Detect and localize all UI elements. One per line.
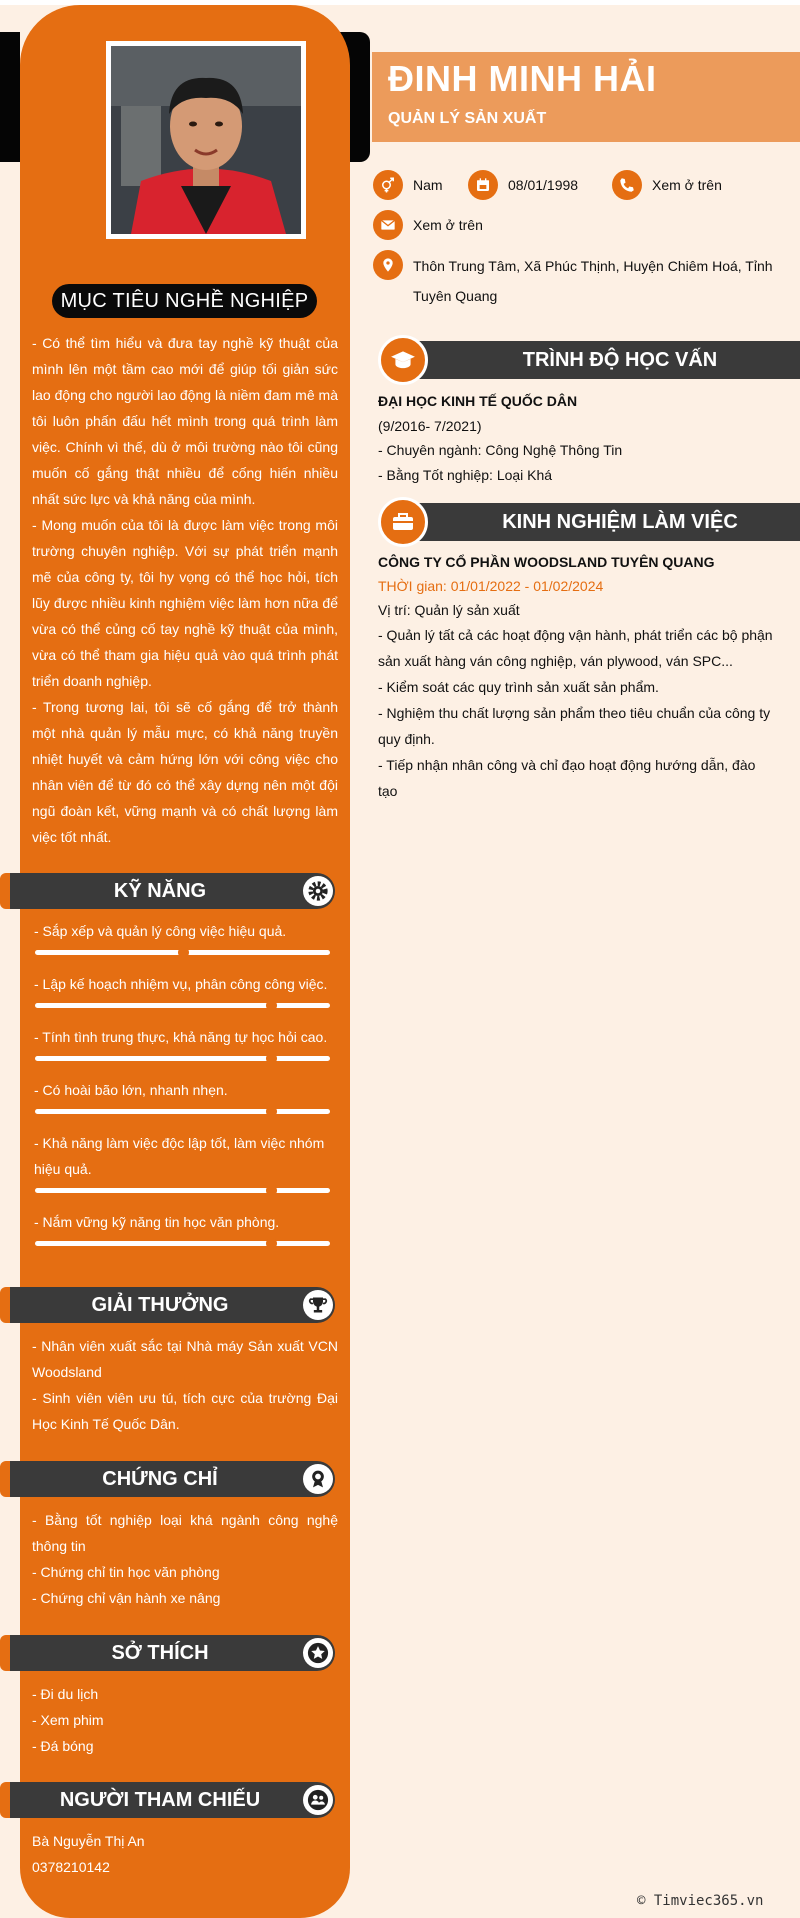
skill-item: - Nắm vững kỹ năng tin học văn phòng. <box>34 1214 280 1230</box>
skill-bar <box>35 1056 330 1061</box>
duty-item: - Nghiệm thu chất lượng sản phẩm theo tiêu chuẩn của công ty quy định. <box>378 705 771 747</box>
skill-bar <box>35 1188 330 1193</box>
skill-level-knob <box>178 947 189 958</box>
skill-level-knob <box>266 1053 277 1064</box>
email-icon <box>373 210 403 240</box>
duty-item: - Tiếp nhận nhân công và chỉ đạo hoạt động hướng dẫn, đào tạo <box>378 757 756 799</box>
references-list <box>32 1828 338 1880</box>
experience-period: THỜI gian: 01/01/2022 - 01/02/2024 <box>378 578 604 594</box>
profile-photo-image <box>111 46 301 234</box>
certificates-heading: CHỨNG CHỈ <box>102 1468 218 1490</box>
profile-photo <box>106 41 306 239</box>
job-title: QUẢN LÝ SẢN XUẤT <box>388 110 547 127</box>
award-item: - Sinh viên viên ưu tú, tích cực của trường Đại Học Kinh Tế Quốc Dân. <box>32 1390 338 1432</box>
certificates-heading-bar <box>10 1461 335 1497</box>
objective-paragraph: - Mong muốn của tôi là được làm việc trong môi trường chuyên nghiệp. Với sự phát triển mạnh mẽ của công ty, tôi hy vọng có thể học hỏi, tích lũy được nhiều kinh nghiệm việc làm hơn nữa để vừa có thể củng cố tay nghề kỹ thuật của mình, vừa có thể tham gia hiệu quả vào quá trình phát triển doanh nghiệp. <box>32 517 338 689</box>
certificate-item: - Bằng tốt nghiệp loại khá ngành công nghệ thông tin <box>32 1512 338 1554</box>
certificate-item: - Chứng chỉ tin học văn phòng <box>32 1564 220 1580</box>
footer-credit: © Timviec365.vn <box>637 1893 764 1909</box>
objective-text <box>32 330 338 850</box>
phone-value: Xem ở trên <box>652 177 722 193</box>
experience-heading-bar <box>410 503 800 541</box>
location-icon <box>373 250 403 280</box>
education-major: - Chuyên ngành: Công Nghệ Thông Tin <box>378 442 623 458</box>
certificates-list <box>32 1507 338 1611</box>
decor-bar-left <box>0 32 20 162</box>
skill-level-knob <box>266 1106 277 1117</box>
experience-position: Vị trí: Quản lý sản xuất <box>378 602 520 618</box>
objective-heading: MỤC TIÊU NGHỀ NGHIỆP <box>52 284 317 318</box>
skill-bar <box>35 1109 330 1114</box>
duty-item: - Quản lý tất cả các hoạt động vận hành, phát triển các bộ phận sản xuất hàng ván công nghiệp, ván plywood, ván SPC... <box>378 627 773 669</box>
skill-bar <box>35 950 330 955</box>
hobbies-heading: SỞ THÍCH <box>111 1642 209 1664</box>
full-name: ĐINH MINH HẢI <box>388 58 657 99</box>
skill-bar <box>35 1241 330 1246</box>
awards-heading: GIẢI THƯỞNG <box>91 1294 229 1316</box>
email-value: Xem ở trên <box>413 217 483 233</box>
education-period: (9/2016- 7/2021) <box>378 417 482 434</box>
hobby-item: - Đi du lịch <box>32 1686 99 1702</box>
awards-list <box>32 1333 338 1437</box>
education-heading-bar <box>410 341 800 379</box>
duty-item: - Kiểm soát các quy trình sản xuất sản phẩm. <box>378 679 659 695</box>
graduation-cap-icon <box>378 335 428 385</box>
skill-level-knob <box>266 1238 277 1249</box>
education-details <box>378 389 778 487</box>
gear-icon <box>303 876 333 906</box>
people-icon <box>303 1785 333 1815</box>
award-item: - Nhân viên xuất sắc tại Nhà máy Sản xuất VCN Woodsland <box>32 1338 338 1380</box>
education-degree: - Bằng Tốt nghiệp: Loại Khá <box>378 466 553 483</box>
gender-icon <box>373 170 403 200</box>
briefcase-icon <box>378 497 428 547</box>
hobbies-list <box>32 1681 338 1759</box>
medal-icon <box>303 1464 333 1494</box>
skills-heading-bar <box>10 873 335 909</box>
education-heading: TRÌNH ĐỘ HỌC VẤN <box>522 349 718 371</box>
hobby-item: - Đá bóng <box>32 1738 94 1754</box>
skill-bar <box>35 1003 330 1008</box>
skill-item: - Khả năng làm việc độc lập tốt, làm việc nhóm hiệu quả. <box>34 1135 325 1177</box>
references-heading-bar <box>10 1782 335 1818</box>
certificate-item: - Chứng chỉ vận hành xe nâng <box>32 1590 221 1606</box>
skills-heading: KỸ NĂNG <box>113 880 207 902</box>
awards-heading-bar <box>10 1287 335 1323</box>
birthdate-value: 08/01/1998 <box>508 177 579 193</box>
objective-paragraph: - Có thể tìm hiểu và đưa tay nghề kỹ thuật của mình lên một tầm cao mới để giúp tối giản sức lao động cho người lao động là niềm đam mê mà tôi luôn phấn đấu hết mình trong quá trình làm việc. Chính vì thế, dù ở môi trường nào tôi cũng muốn cố gắng thật nhiều để cống hiến nhiều nhất sức lực và khả năng của mình. <box>32 335 338 507</box>
reference-phone: 0378210142 <box>32 1859 110 1875</box>
hobbies-heading-bar <box>10 1635 335 1671</box>
company-name: CÔNG TY CỔ PHẦN WOODSLAND TUYÊN QUANG <box>378 554 715 570</box>
experience-details <box>378 550 778 804</box>
gender-value: Nam <box>413 177 443 193</box>
hobby-item: - Xem phim <box>32 1712 104 1728</box>
reference-name: Bà Nguyễn Thị An <box>32 1833 145 1849</box>
references-heading: NGƯỜI THAM CHIẾU <box>59 1789 261 1811</box>
skill-item: - Có hoài bão lớn, nhanh nhẹn. <box>34 1082 228 1098</box>
calendar-icon <box>468 170 498 200</box>
skill-item: - Tính tình trung thực, khả năng tự học hỏi cao. <box>34 1029 328 1045</box>
trophy-icon <box>303 1290 333 1320</box>
objective-paragraph: - Trong tương lai, tôi sẽ cố gắng để trở thành một nhà quản lý mẫu mực, có khả năng truyền nhiệt huyết và cảm hứng lớn với công việc cho nhân viên để từ đó có thể xây dựng nên một đội ngũ đoàn kết, vững mạnh và có chất lượng làm việc tốt nhất. <box>32 699 338 845</box>
school-name: ĐẠI HỌC KINH TẾ QUỐC DÂN <box>378 393 578 409</box>
skill-level-knob <box>266 1185 277 1196</box>
skill-item: - Sắp xếp và quản lý công việc hiệu quả. <box>34 923 287 939</box>
star-icon <box>303 1638 333 1668</box>
skill-item: - Lập kế hoạch nhiệm vụ, phân công công việc. <box>34 976 328 992</box>
phone-icon <box>612 170 642 200</box>
skill-level-knob <box>266 1000 277 1011</box>
experience-heading: KINH NGHIỆM LÀM VIỆC <box>502 511 738 533</box>
address-value: Thôn Trung Tâm, Xã Phúc Thịnh, Huyện Chiêm Hoá, Tỉnh Tuyên Quang <box>413 258 773 304</box>
